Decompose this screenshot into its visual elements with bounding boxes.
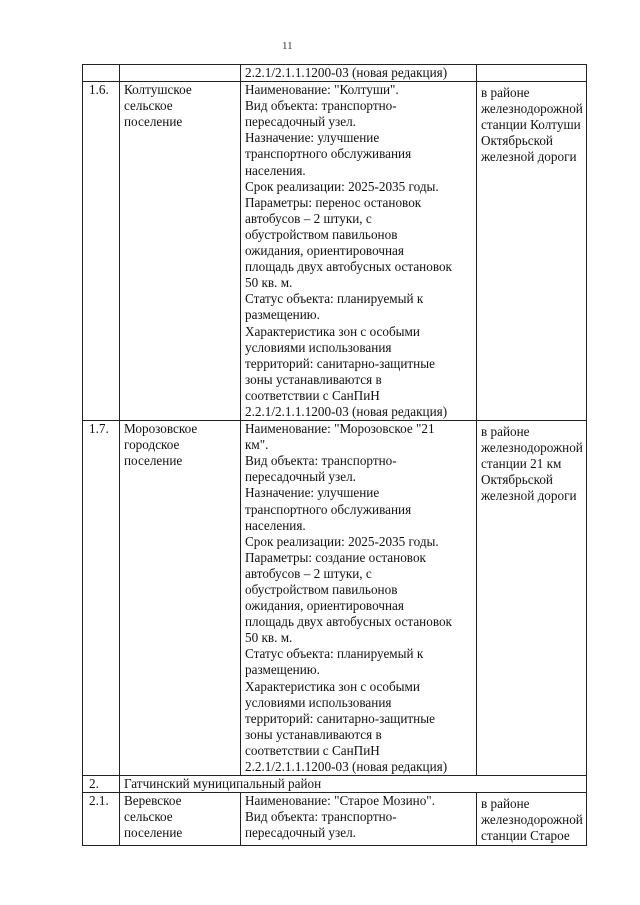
details-line: Статус объекта: планируемый к <box>245 646 424 662</box>
details-line: населения. <box>245 517 306 533</box>
location-line: железнодорожной <box>481 812 583 828</box>
details-cell <box>241 82 477 421</box>
settlement-line: сельское <box>124 98 173 114</box>
details-line: транспортного обслуживания <box>245 501 412 517</box>
details-cell <box>241 793 477 845</box>
table-row <box>83 793 587 845</box>
details-line: автобусов – 2 штуки, с <box>245 210 372 226</box>
settlement-cell <box>120 793 241 845</box>
details-line: Характеристика зон с особыми <box>245 323 420 339</box>
details-line: обустройством павильонов <box>245 226 398 242</box>
details-line: Наименование: "Морозовское "21 <box>245 421 435 437</box>
row-number: 1.7. <box>83 421 120 776</box>
location-line: в районе <box>481 85 530 101</box>
details-line: размещению. <box>245 662 320 678</box>
details-line: территорий: санитарно-защитные <box>245 355 435 371</box>
details-line: соответствии с СанПиН <box>245 387 380 403</box>
details-line: Вид объекта: транспортно- <box>245 98 397 114</box>
details-line: Статус объекта: планируемый к <box>245 291 424 307</box>
details-line: 2.2.1/2.1.1.1200-03 (новая редакция) <box>245 403 448 419</box>
details-line: Наименование: "Старое Мозино". <box>245 793 435 809</box>
details-line: Срок реализации: 2025-2035 годы. <box>245 533 439 549</box>
details-cell <box>241 421 477 776</box>
details-line: площадь двух автобусных остановок <box>245 259 452 275</box>
location-line: железной дороги <box>481 488 577 504</box>
details-line: Характеристика зон с особыми <box>245 678 420 694</box>
location-line: станции Колтуши <box>481 117 581 133</box>
details-line: площадь двух автобусных остановок <box>245 614 452 630</box>
details-line: зоны устанавливаются в <box>245 726 382 742</box>
details-line: пересадочный узел. <box>245 469 356 485</box>
details-line: зоны устанавливаются в <box>245 371 382 387</box>
row-number: 2.1. <box>83 793 120 845</box>
details-line: обустройством павильонов <box>245 582 398 597</box>
table-row <box>83 82 587 421</box>
row-number: 1.6. <box>83 82 120 421</box>
section-row <box>83 776 587 793</box>
details-line: условиями использования <box>245 339 392 355</box>
settlement-cell <box>120 82 241 421</box>
location-line: в районе <box>481 424 530 440</box>
settlement-line: Морозовское <box>124 421 198 437</box>
settlement-line: Колтушское <box>124 82 192 98</box>
section-number: 2. <box>83 776 120 793</box>
details-line: пересадочный узел. <box>245 825 356 841</box>
details-line: соответствии с СанПиН <box>245 742 380 758</box>
settlement-line: поселение <box>124 825 183 841</box>
page-number: 11 <box>282 40 293 52</box>
details-line: населения. <box>245 162 306 178</box>
settlement-cell <box>120 421 241 776</box>
settlement-line: Веревское <box>124 793 182 809</box>
location-cell <box>477 793 587 845</box>
details-line: территорий: санитарно-защитные <box>245 710 435 726</box>
details-line: Назначение: улучшение <box>245 485 380 501</box>
details-line: 50 кв. м. <box>245 275 293 291</box>
table-row-continuation <box>83 65 587 82</box>
location-cell <box>477 421 587 776</box>
details-line: условиями использования <box>245 694 392 710</box>
details-line: км". <box>245 437 269 453</box>
location-line: Октябрьской <box>481 472 553 488</box>
details-line: ожидания, ориентировочная <box>245 598 404 614</box>
table-row <box>83 421 587 776</box>
details-line: транспортного обслуживания <box>245 146 412 162</box>
settlement-line: сельское <box>124 809 173 825</box>
details-line: размещению. <box>245 307 320 323</box>
location-line: в районе <box>481 796 530 812</box>
planning-table <box>82 64 587 846</box>
section-title: Гатчинский муниципальный район <box>120 776 587 793</box>
location-cell <box>477 82 587 421</box>
details-line: автобусов – 2 штуки, с <box>245 565 372 581</box>
details-line: Вид объекта: транспортно- <box>245 809 397 825</box>
location-line: Октябрьской <box>481 133 553 149</box>
location-line: железнодорожной <box>481 440 583 456</box>
details-line: Срок реализации: 2025-2035 годы. <box>245 178 439 194</box>
details-line: пересадочный узел. <box>245 114 356 130</box>
settlement-line: поселение <box>124 453 183 469</box>
location-line: железнодорожной <box>481 101 583 117</box>
settlement-line: поселение <box>124 114 183 130</box>
details-line: Параметры: перенос остановок <box>245 194 422 210</box>
location-line: станции Старое <box>481 828 570 844</box>
continuation-text: 2.2.1/2.1.1.1200-03 (новая редакция) <box>241 65 477 82</box>
details-line: 50 кв. м. <box>245 630 293 646</box>
location-line: станции 21 км <box>481 456 562 472</box>
details-line: 2.2.1/2.1.1.1200-03 (новая редакция) <box>245 759 448 775</box>
details-line: Назначение: улучшение <box>245 130 380 146</box>
details-line: ожидания, ориентировочная <box>245 243 404 259</box>
details-line: Наименование: "Колтуши". <box>245 82 399 98</box>
location-line: железной дороги <box>481 149 577 165</box>
details-line: Вид объекта: транспортно- <box>245 453 397 469</box>
details-line: Параметры: создание остановок <box>245 549 426 565</box>
settlement-line: городское <box>124 437 180 453</box>
